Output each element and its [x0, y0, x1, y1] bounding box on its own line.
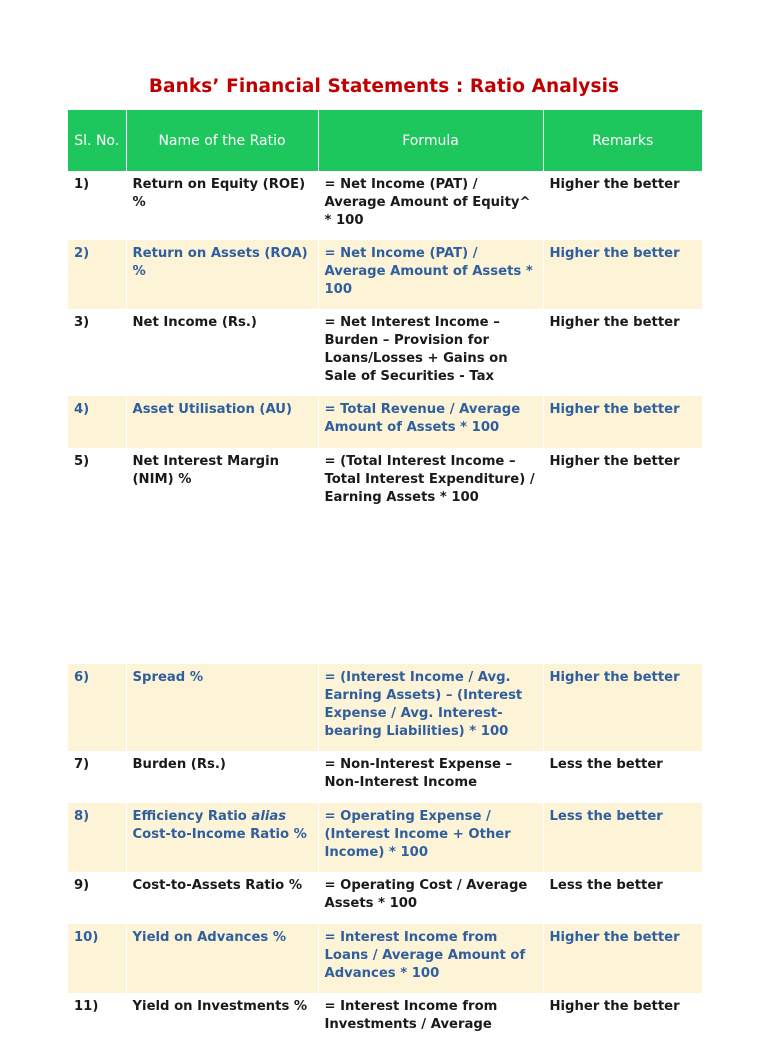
table-row: [68, 924, 702, 993]
ratio-name-part: Efficiency Ratio: [132, 809, 252, 824]
cell-ratio-name: Return on Equity (ROE) %: [126, 171, 318, 240]
cell-ratio-name: Net Interest Margin (NIM) %: [126, 448, 318, 664]
header-name: Name of the Ratio: [126, 110, 318, 171]
ratio-table: [68, 110, 702, 1053]
table-row: [68, 240, 702, 309]
cell-ratio-name: Burden (Rs.): [126, 751, 318, 803]
ratio-name-part: Cost-to-Income Ratio %: [132, 827, 307, 842]
cell-sl-no: 6): [68, 664, 126, 751]
cell-formula: = (Total Interest Income – Total Interest Expenditure) / Earning Assets * 100: [318, 448, 543, 664]
cell-remarks: Higher the better: [543, 664, 702, 751]
cell-formula: = Total Revenue / Average Amount of Assets * 100: [318, 396, 543, 448]
cell-formula: = (Interest Income / Avg. Earning Assets) – (Interest Expense / Avg. Interest-bearing Liabilities) * 100: [318, 664, 543, 751]
cell-ratio-name: Net Income (Rs.): [126, 309, 318, 396]
header-formula: Formula: [318, 110, 543, 171]
cell-sl-no: 8): [68, 803, 126, 872]
table-row: [68, 993, 702, 1053]
cell-sl-no: 7): [68, 751, 126, 803]
cell-formula: = Operating Cost / Average Assets * 100: [318, 872, 543, 924]
cell-ratio-name: Yield on Advances %: [126, 924, 318, 993]
cell-remarks: Less the better: [549, 757, 663, 772]
table-row: [68, 751, 702, 803]
cell-ratio-name: Asset Utilisation (AU): [126, 396, 318, 448]
cell-formula: = Interest Income from Investments / Average: [318, 993, 543, 1053]
cell-sl-no: 1): [68, 171, 126, 240]
cell-formula: = Net Income (PAT) / Average Amount of Equity^ * 100: [318, 171, 543, 240]
cell-remarks: Higher the better: [543, 924, 702, 993]
cell-remarks: Less the better: [543, 803, 702, 872]
table-header-row: [68, 110, 702, 171]
cell-sl-no: 5): [68, 448, 126, 664]
table-row: [68, 171, 702, 240]
cell-ratio-name: Spread %: [126, 664, 318, 751]
cell-remarks: Higher the better: [549, 177, 680, 192]
cell-remarks: Higher the better: [543, 396, 702, 448]
table-row: [68, 872, 702, 924]
table-row: [68, 803, 702, 872]
cell-remarks: Higher the better: [549, 999, 680, 1014]
cell-ratio-name: Cost-to-Assets Ratio %: [126, 872, 318, 924]
cell-remarks: Higher the better: [549, 315, 680, 330]
ratio-name-alias: alias: [251, 809, 287, 824]
cell-ratio-name: Return on Assets (ROA) %: [126, 240, 318, 309]
cell-formula: = Interest Income from Loans / Average Amount of Advances * 100: [318, 924, 543, 993]
cell-sl-no: 10): [68, 924, 126, 993]
table-row: [68, 448, 702, 664]
cell-sl-no: 11): [68, 993, 126, 1053]
cell-remarks: Higher the better: [549, 454, 680, 469]
cell-sl-no: 4): [68, 396, 126, 448]
table-row: [68, 664, 702, 751]
cell-sl-no: 2): [68, 240, 126, 309]
header-remarks: Remarks: [543, 110, 702, 171]
page-title: Banks’ Financial Statements : Ratio Analysis: [148, 76, 620, 97]
cell-ratio-name: [126, 803, 318, 872]
cell-sl-no: 9): [68, 872, 126, 924]
cell-formula: = Non-Interest Expense – Non-Interest Income: [318, 751, 543, 803]
table-row: [68, 396, 702, 448]
cell-formula: = Operating Expense / (Interest Income + Other Income) * 100: [318, 803, 543, 872]
header-sl-no: Sl. No.: [68, 110, 126, 171]
cell-sl-no: 3): [68, 309, 126, 396]
cell-formula: = Net Income (PAT) / Average Amount of Assets * 100: [318, 240, 543, 309]
cell-formula: = Net Interest Income – Burden – Provision for Loans/Losses + Gains on Sale of Securities - Tax: [318, 309, 543, 396]
table-row: [68, 309, 702, 396]
cell-remarks: Higher the better: [543, 240, 702, 309]
cell-ratio-name: Yield on Investments %: [126, 993, 318, 1053]
cell-remarks: Less the better: [549, 878, 663, 893]
